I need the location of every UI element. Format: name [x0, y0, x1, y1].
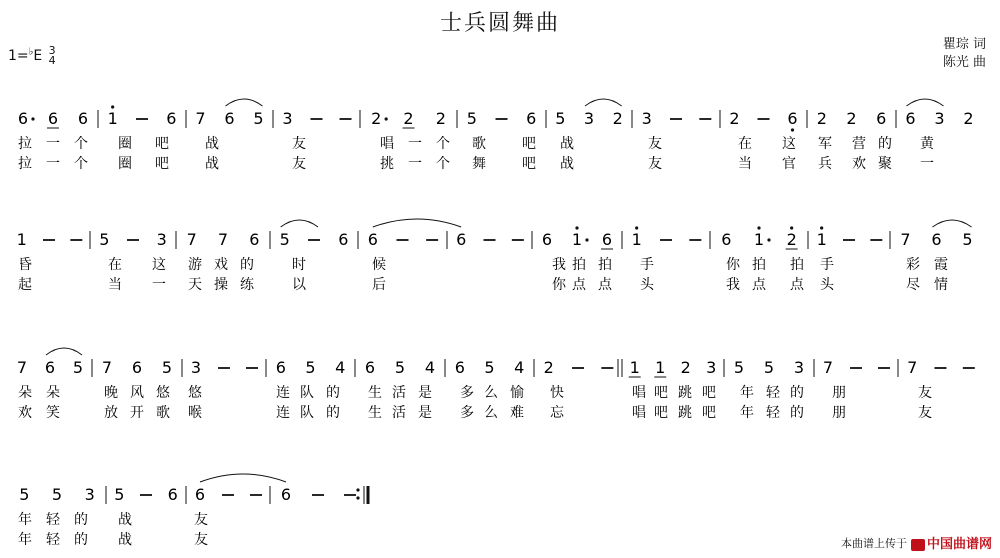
note-digit: 6: [131, 358, 143, 377]
lyric-verse-2: 头: [640, 277, 654, 293]
lyric-verse-1: 年: [18, 512, 32, 528]
lyric-verse-2: 友: [918, 405, 932, 421]
note-digit: 2: [612, 109, 623, 128]
lyric-verse-1: 你: [726, 257, 740, 273]
note-digit: 2: [816, 109, 827, 128]
augmentation-dot: [31, 117, 34, 120]
note-digit: 5: [466, 109, 477, 128]
note-digit: 5: [962, 230, 973, 249]
site-logo[interactable]: [911, 533, 992, 552]
lyric-verse-2: 舞: [472, 156, 486, 172]
lyric-verse-2: 一: [920, 156, 934, 172]
note-digit: 7: [186, 230, 197, 249]
lyric-verse-1: 手: [640, 257, 654, 273]
key-note: E: [33, 48, 43, 64]
note-digit: 3: [156, 230, 167, 249]
lyric-verse-1: 个: [74, 136, 88, 152]
slur-arc: [46, 348, 82, 355]
augmentation-dot: [767, 238, 770, 241]
note-digit: 5: [72, 358, 84, 377]
note-digit: 4: [514, 358, 525, 377]
lyric-verse-1: 吧: [702, 385, 716, 401]
note-digit: 6: [280, 485, 292, 504]
high-octave-dot: [575, 226, 578, 229]
augmentation-dot: [385, 117, 388, 120]
lyric-verse-1: 拍: [572, 257, 586, 273]
repeat-dot: [356, 496, 359, 499]
lyric-verse-1: 黄: [920, 136, 934, 152]
lyric-verse-2: 的: [326, 405, 340, 421]
lyric-verse-2: 战: [205, 156, 219, 172]
lyric-verse-2: 挑: [380, 156, 394, 172]
lyric-verse-2: 生: [368, 405, 382, 421]
lyric-verse-1: 唱: [632, 385, 646, 401]
lyric-verse-1: 朋: [832, 385, 846, 401]
lyric-verse-2: 吧: [155, 156, 169, 172]
note-digit: 6: [721, 230, 732, 249]
lyric-verse-1: 个: [436, 136, 450, 152]
note-digit: 5: [19, 485, 30, 504]
note-digit: 6: [17, 109, 29, 128]
lyric-verse-2: 是: [418, 405, 432, 421]
note-digit: 6: [249, 230, 260, 249]
lyric-verse-1: 友: [648, 136, 662, 152]
slur-arc: [226, 99, 263, 106]
note-digit: 6: [77, 109, 89, 128]
lyric-verse-2: 战: [560, 156, 574, 172]
lyric-verse-2: 战: [118, 532, 132, 548]
note-digit: 6: [338, 230, 349, 249]
lyric-verse-2: 点: [572, 277, 586, 293]
lyric-verse-2: 友: [194, 532, 208, 548]
note-digit: 7: [907, 358, 918, 377]
note-digit: 6: [456, 230, 467, 249]
lyric-verse-2: 兵: [818, 156, 832, 172]
note-digit: 7: [101, 358, 113, 377]
note-digit: 1: [107, 109, 118, 128]
lyric-verse-2: 圈: [118, 156, 132, 172]
note-digit: 1: [571, 230, 583, 249]
note-digit: 5: [51, 485, 63, 504]
lyric-verse-1: 朵: [18, 385, 32, 401]
note-digit: 6: [367, 230, 378, 249]
lyric-verse-1: 昏: [18, 257, 32, 273]
lyric-verse-1: 唱: [380, 136, 394, 152]
lyric-verse-1: 悠: [188, 385, 202, 401]
note-digit: 6: [364, 358, 376, 377]
note-digit: 7: [217, 230, 229, 249]
note-digit: 2: [371, 109, 382, 128]
lyric-verse-1: 在: [738, 136, 752, 152]
note-digit: 6: [224, 109, 235, 128]
note-digit: 4: [424, 358, 436, 377]
high-octave-dot: [790, 226, 793, 229]
lyric-verse-1: 霞: [934, 257, 948, 273]
lyric-verse-1: 吧: [155, 136, 169, 152]
lyric-verse-2: 吧: [702, 405, 716, 421]
lyric-verse-1: 的: [240, 257, 254, 273]
lyric-verse-2: 吧: [654, 405, 668, 421]
note-digit: 6: [275, 358, 286, 377]
lyric-verse-2: 点: [752, 277, 766, 293]
lyric-verse-2: 连: [276, 405, 290, 421]
note-digit: 5: [733, 358, 745, 377]
lyric-verse-2: 开: [130, 405, 144, 421]
lyric-verse-1: 候: [372, 257, 386, 273]
lyric-verse-1: 这: [782, 136, 796, 152]
note-digit: 6: [454, 358, 465, 377]
lyric-verse-2: 后: [372, 277, 386, 293]
logo-icon: [911, 539, 925, 551]
note-digit: 2: [963, 109, 974, 128]
lyric-verse-1: 拉: [18, 136, 32, 152]
note-digit: 4: [335, 358, 346, 377]
lyric-verse-1: 在: [108, 257, 122, 273]
lyric-verse-2: 活: [392, 405, 406, 421]
lyric-verse-2: 唱: [632, 405, 646, 421]
lyric-verse-2: 聚: [878, 156, 892, 172]
note-digit: 3: [583, 109, 595, 128]
lyric-verse-1: 队: [300, 385, 314, 401]
lyric-verse-1: 快: [550, 385, 564, 401]
lyric-verse-1: 战: [205, 136, 219, 152]
lyric-verse-1: 友: [194, 512, 208, 528]
lyric-verse-1: 多: [460, 385, 474, 401]
lyric-verse-2: 情: [934, 277, 948, 293]
note-digit: 7: [16, 358, 28, 377]
note-digit: 1: [16, 230, 27, 249]
lyricist: 瞿琮 词: [942, 37, 986, 52]
note-digit: 5: [763, 358, 775, 377]
note-digit: 3: [641, 109, 652, 128]
high-octave-dot: [635, 226, 638, 229]
note-digit: 6: [166, 109, 177, 128]
lyric-verse-2: 官: [782, 156, 796, 172]
lyric-verse-1: 的: [326, 385, 340, 401]
lyric-verse-1: 悠: [156, 385, 170, 401]
lyric-verse-2: 朋: [832, 405, 846, 421]
lyric-verse-1: 活: [392, 385, 406, 401]
lyric-verse-2: 以: [292, 277, 306, 293]
composer: 陈光 曲: [942, 55, 986, 70]
lyric-verse-1: 友: [918, 385, 932, 401]
note-digit: 1: [753, 230, 765, 249]
flat-sign: ♭: [28, 46, 34, 58]
note-digit: 2: [680, 358, 691, 377]
score-title: 士兵圆舞曲: [439, 11, 560, 36]
lyric-verse-1: 年: [740, 385, 754, 401]
slur-arc: [281, 220, 318, 227]
lyric-verse-2: 点: [790, 277, 804, 293]
note-digit: 1: [655, 358, 666, 377]
augmentation-dot: [585, 238, 588, 241]
note-digit: 5: [99, 230, 110, 249]
note-digit: 2: [846, 109, 857, 128]
lyric-verse-2: 我: [726, 277, 740, 293]
lyric-verse-1: 吧: [522, 136, 536, 152]
lyric-verse-1: 晚: [104, 385, 118, 401]
lyric-verse-1: 愉: [510, 385, 524, 401]
lyric-verse-2: 欢: [18, 405, 32, 421]
tie-arc: [373, 219, 461, 227]
lyric-verse-1: 拍: [752, 257, 766, 273]
lyric-verse-1: 轻: [766, 385, 780, 401]
lyric-verse-1: 时: [292, 257, 306, 273]
note-digit: 3: [84, 485, 95, 504]
lyric-verse-1: 拍: [790, 257, 804, 273]
tie-arc: [200, 474, 286, 482]
note-digit: 3: [793, 358, 805, 377]
lyric-verse-1: 的: [790, 385, 804, 401]
lyric-verse-1: 一: [408, 136, 422, 152]
lyric-verse-2: 喉: [188, 405, 202, 421]
lyric-verse-2: 吧: [522, 156, 536, 172]
lyric-verse-2: 头: [820, 277, 834, 293]
note-digit: 3: [190, 358, 202, 377]
lyric-verse-2: 难: [510, 405, 524, 421]
footer: [841, 533, 992, 552]
high-octave-dot: [820, 226, 823, 229]
note-digit: 6: [876, 109, 887, 128]
note-digit: 2: [543, 358, 554, 377]
note-digit: 3: [282, 109, 293, 128]
footer-text: 本曲谱上传于: [840, 536, 907, 550]
lyric-verse-2: 操: [214, 277, 228, 293]
lyric-verse-1: 友: [292, 136, 306, 152]
lyric-verse-2: 当: [108, 277, 122, 293]
note-digit: 1: [629, 358, 640, 377]
note-digit: 6: [526, 109, 537, 128]
lyric-verse-1: 是: [418, 385, 432, 401]
slur-arc: [585, 99, 622, 106]
lyric-verse-1: 么: [484, 385, 498, 401]
lyric-verse-2: 拉: [18, 156, 32, 172]
note-digit: 7: [195, 109, 206, 128]
lyric-verse-2: 多: [460, 405, 474, 421]
lyric-verse-1: 朵: [46, 385, 60, 401]
lyric-verse-1: 手: [820, 257, 834, 273]
lyric-verse-1: 一: [46, 136, 60, 152]
lyric-verse-2: 跳: [678, 405, 692, 421]
lyric-verse-1: 吧: [654, 385, 668, 401]
lyric-verse-2: 歌: [156, 405, 170, 421]
note-digit: 5: [484, 358, 495, 377]
lyric-verse-2: 欢: [852, 156, 866, 172]
note-digit: 6: [601, 230, 613, 249]
note-digit: 2: [435, 109, 446, 128]
lyric-verse-2: 年: [740, 405, 754, 421]
note-digit: 2: [786, 230, 797, 249]
low-octave-dot: [791, 128, 794, 131]
lyric-verse-1: 的: [74, 512, 88, 528]
note-digit: 6: [541, 230, 553, 249]
high-octave-dot: [111, 105, 114, 108]
note-digit: 1: [631, 230, 642, 249]
lyric-verse-1: 的: [878, 136, 892, 152]
lyric-verse-1: 游: [188, 257, 202, 273]
note-digit: 6: [47, 109, 59, 128]
note-digit: 3: [706, 358, 717, 377]
lyric-verse-2: 个: [74, 156, 88, 172]
key-prefix: 1=: [8, 48, 29, 64]
lyric-verse-2: 一: [46, 156, 60, 172]
lyric-verse-1: 生: [368, 385, 382, 401]
lyric-verse-2: 友: [292, 156, 306, 172]
lyric-verse-1: 轻: [46, 512, 60, 528]
lyric-verse-2: 轻: [46, 532, 60, 548]
note-digit: 7: [822, 358, 834, 377]
slur-arc: [933, 220, 972, 227]
lyric-verse-2: 当: [738, 156, 752, 172]
note-digit: 6: [905, 109, 916, 128]
note-digit: 5: [555, 109, 566, 128]
lyric-verse-1: 这: [152, 257, 166, 273]
note-digit: 5: [253, 109, 264, 128]
lyric-verse-2: 队: [300, 405, 314, 421]
lyric-verse-2: 起: [18, 277, 32, 293]
lyric-verse-2: 你: [552, 277, 566, 293]
note-digit: 6: [167, 485, 178, 504]
lyric-verse-2: 友: [648, 156, 662, 172]
lyric-verse-1: 拍: [598, 257, 612, 273]
lyric-verse-1: 军: [818, 136, 832, 152]
note-digit: 3: [934, 109, 945, 128]
lyric-verse-2: 年: [18, 532, 32, 548]
lyric-verse-2: 的: [74, 532, 88, 548]
lyric-verse-2: 一: [408, 156, 422, 172]
lyric-verse-2: 个: [436, 156, 450, 172]
note-digit: 6: [787, 109, 798, 128]
logo-text: 中国曲谱网: [926, 537, 992, 552]
note-digit: 6: [44, 358, 56, 377]
lyric-verse-2: 练: [240, 277, 254, 293]
lyric-verse-2: 一: [152, 277, 166, 293]
time-top: 3: [48, 44, 56, 57]
note-digit: 7: [900, 230, 911, 249]
lyric-verse-1: 营: [852, 136, 866, 152]
lyric-verse-2: 笑: [46, 405, 60, 421]
lyric-verse-2: 尽: [906, 277, 920, 293]
lyric-verse-2: 放: [104, 405, 118, 421]
lyric-verse-1: 战: [118, 512, 132, 528]
note-digit: 5: [161, 358, 173, 377]
slur-arc: [907, 99, 944, 106]
lyric-verse-1: 战: [560, 136, 574, 152]
repeat-dot: [356, 488, 359, 491]
note-digit: 5: [114, 485, 125, 504]
lyric-verse-1: 歌: [472, 136, 486, 152]
lyric-verse-2: 的: [790, 405, 804, 421]
time-bottom: 4: [48, 54, 56, 67]
note-digit: 6: [194, 485, 206, 504]
lyric-verse-1: 戏: [214, 257, 228, 273]
lyric-verse-1: 风: [130, 385, 144, 401]
lyric-verse-1: 跳: [678, 385, 692, 401]
note-digit: 2: [403, 109, 414, 128]
lyric-verse-2: 点: [598, 277, 612, 293]
lyric-verse-2: 轻: [766, 405, 780, 421]
note-digit: 6: [931, 230, 942, 249]
lyric-verse-2: 天: [188, 277, 202, 293]
note-digit: 1: [816, 230, 827, 249]
note-digit: 2: [729, 109, 740, 128]
note-digit: 5: [279, 230, 290, 249]
lyric-verse-2: 忘: [550, 405, 564, 421]
lyric-verse-1: 我: [552, 257, 566, 273]
lyric-verse-1: 彩: [906, 257, 920, 273]
note-digit: 5: [394, 358, 406, 377]
lyric-verse-1: 圈: [118, 136, 132, 152]
high-octave-dot: [757, 226, 760, 229]
lyric-verse-1: 连: [276, 385, 290, 401]
note-digit: 5: [305, 358, 316, 377]
lyric-verse-2: 么: [484, 405, 498, 421]
